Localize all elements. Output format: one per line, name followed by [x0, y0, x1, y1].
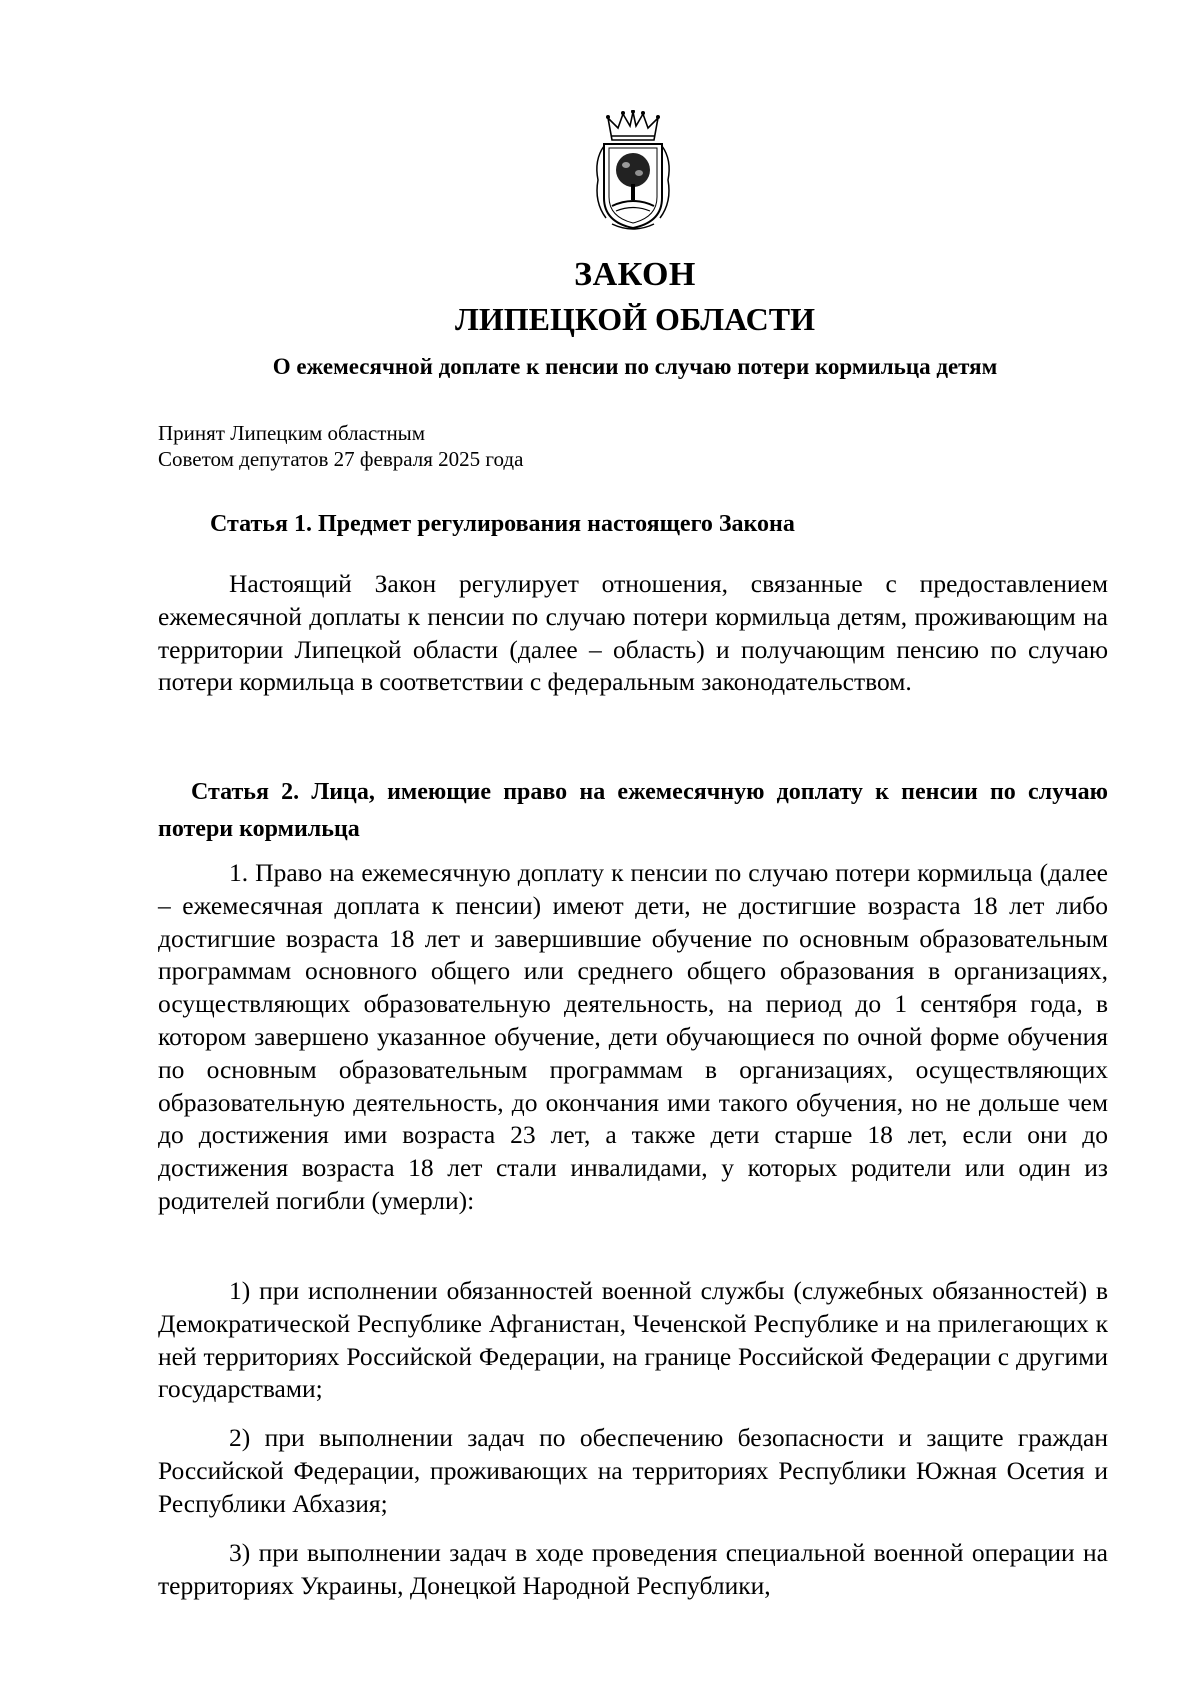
law-name: О ежемесячной доплате к пенсии по случаю потери кормильца детям: [272, 354, 998, 379]
adoption-line-1: Принят Липецким областным: [158, 421, 426, 445]
article-2-item-1: [158, 1275, 1108, 1406]
article-1-body: [158, 568, 1108, 699]
article-2-body: [158, 857, 1108, 1218]
article-2-subitem-1: 1) при исполнении обязанностей военной службы (служебных обязанностей) в Демократической Республике Афганистан, Чеченской Республике и на прилегающих к ней территориях Российской Федерации, на границе Российской Федерации с другими государствами;: [158, 1276, 1108, 1404]
article-1-paragraph: Настоящий Закон регулирует отношения, связанные с предоставлением ежемесячной доплаты к пенсии по случаю потери кормильца детям, проживающим на территории Липецкой области (далее – область) и получающим пенсию по случаю потери кормильца в соответствии с федеральным законодательством.: [158, 569, 1108, 697]
article-1-heading: Статья 1. Предмет регулирования настоящего Закона: [210, 511, 795, 537]
law-region: ЛИПЕЦКОЙ ОБЛАСТИ: [455, 301, 815, 337]
article-2-heading: Статья 2. Лица, имеющие право на ежемесячную доплату к пенсии по случаю потери кормильца: [158, 779, 1108, 842]
article-2-item-3: [158, 1537, 1108, 1603]
article-2-subitem-3: 3) при выполнении задач в ходе проведения специальной военной операции на территориях Украины, Донецкой Народной Республики,: [158, 1538, 1108, 1600]
article-2-paragraph-1: 1. Право на ежемесячную доплату к пенсии по случаю потери кормильца (далее – ежемесячная доплата к пенсии) имеют дети, не достигшие возраста 18 лет либо достигшие возраста 18 лет и завершившие обучение по основным образовательным программам основного общего или среднего общего образования в организациях, осуществляющих образовательную деятельность, на период до 1 сентября года, в котором завершено указанное обучение, дети обучающиеся по очной форме обучения по основным образовательным программам в организациях, осуществляющих образовательную деятельность, до окончания ими такого обучения, но не дольше чем до достижения ими возраста 23 лет, а также дети старше 18 лет, если они до достижения возраста 18 лет стали инвалидами, у которых родители или один из родителей погибли (умерли):: [158, 858, 1108, 1215]
adoption-line-2: Советом депутатов 27 февраля 2025 года: [158, 447, 524, 471]
article-2-item-2: [158, 1422, 1108, 1520]
law-title: ЗАКОН: [574, 256, 696, 293]
coat-of-arms-icon: [590, 110, 676, 235]
adoption-note: [158, 420, 523, 472]
article-2-subitem-2: 2) при выполнении задач по обеспечению безопасности и защите граждан Российской Федерации, проживающих на территориях Республики Южная Осетия и Республики Абхазия;: [158, 1423, 1108, 1518]
